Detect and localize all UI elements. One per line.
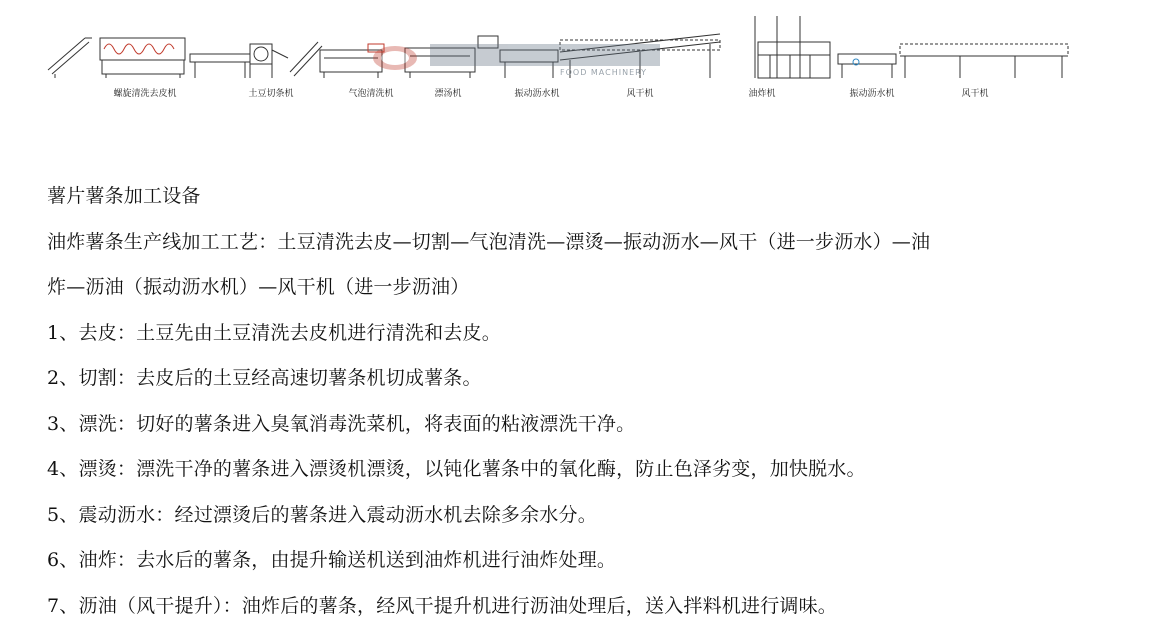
- machine-label-fryer: 油炸机: [748, 86, 775, 99]
- machine-label-air-dryer-1: 风干机: [626, 86, 653, 99]
- step-item: 7、沥油（风干提升）：油炸后的薯条，经风干提升机进行沥油处理后，送入拌料机进行调味。: [47, 584, 1137, 629]
- machine-label-vibrating-dewater-2: 振动沥水机: [849, 86, 894, 99]
- step-item: 1、去皮：土豆先由土豆清洗去皮机进行清洗和去皮。: [47, 311, 1137, 357]
- step-item: 6、油炸：去水后的薯条，由提升输送机送到油炸机进行油炸处理。: [47, 538, 1137, 584]
- vibrating-dewater-drawing-2: [838, 54, 896, 78]
- intro-line-1: 油炸薯条生产线加工工艺：土豆清洗去皮—切割—气泡清洗—漂烫—振动沥水—风干（进一步沥水）—油: [47, 220, 1137, 266]
- strip-cutter-drawing: [190, 42, 322, 78]
- step-item: 4、漂烫：漂洗干净的薯条进入漂烫机漂烫，以钝化薯条中的氧化酶，防止色泽劣变，加快脱水。: [47, 447, 1137, 493]
- machine-label-blancher: 漂汤机: [434, 86, 461, 99]
- watermark-text: FOOD MACHINERY: [560, 68, 647, 77]
- step-item: 2、切割：去皮后的土豆经高速切薯条机切成薯条。: [47, 356, 1137, 402]
- machine-label-vibrating-dewater-1: 振动沥水机: [514, 86, 559, 99]
- machine-label-spiral-washer: 螺旋清洗去皮机: [113, 86, 176, 99]
- document-heading: 薯片薯条加工设备: [47, 174, 1137, 220]
- machine-label-strip-cutter: 土豆切条机: [248, 86, 293, 99]
- production-line-diagram: [0, 0, 1151, 110]
- intro-line-2: 炸—沥油（振动沥水机）—风干机（进一步沥油）: [47, 265, 1137, 311]
- machine-label-air-dryer-2: 风干机: [961, 86, 988, 99]
- fryer-drawing: [755, 16, 830, 78]
- step-item: 3、漂洗：切好的薯条进入臭氧消毒洗菜机，将表面的粘液漂洗干净。: [47, 402, 1137, 448]
- machine-label-bubble-washer: 气泡清洗机: [348, 86, 393, 99]
- document-body: [47, 174, 1137, 629]
- step-item: 5、震动沥水：经过漂烫后的薯条进入震动沥水机去除多余水分。: [47, 493, 1137, 539]
- spiral-washer-peeler-drawing: [48, 38, 185, 78]
- air-dryer-drawing-2: [900, 44, 1068, 78]
